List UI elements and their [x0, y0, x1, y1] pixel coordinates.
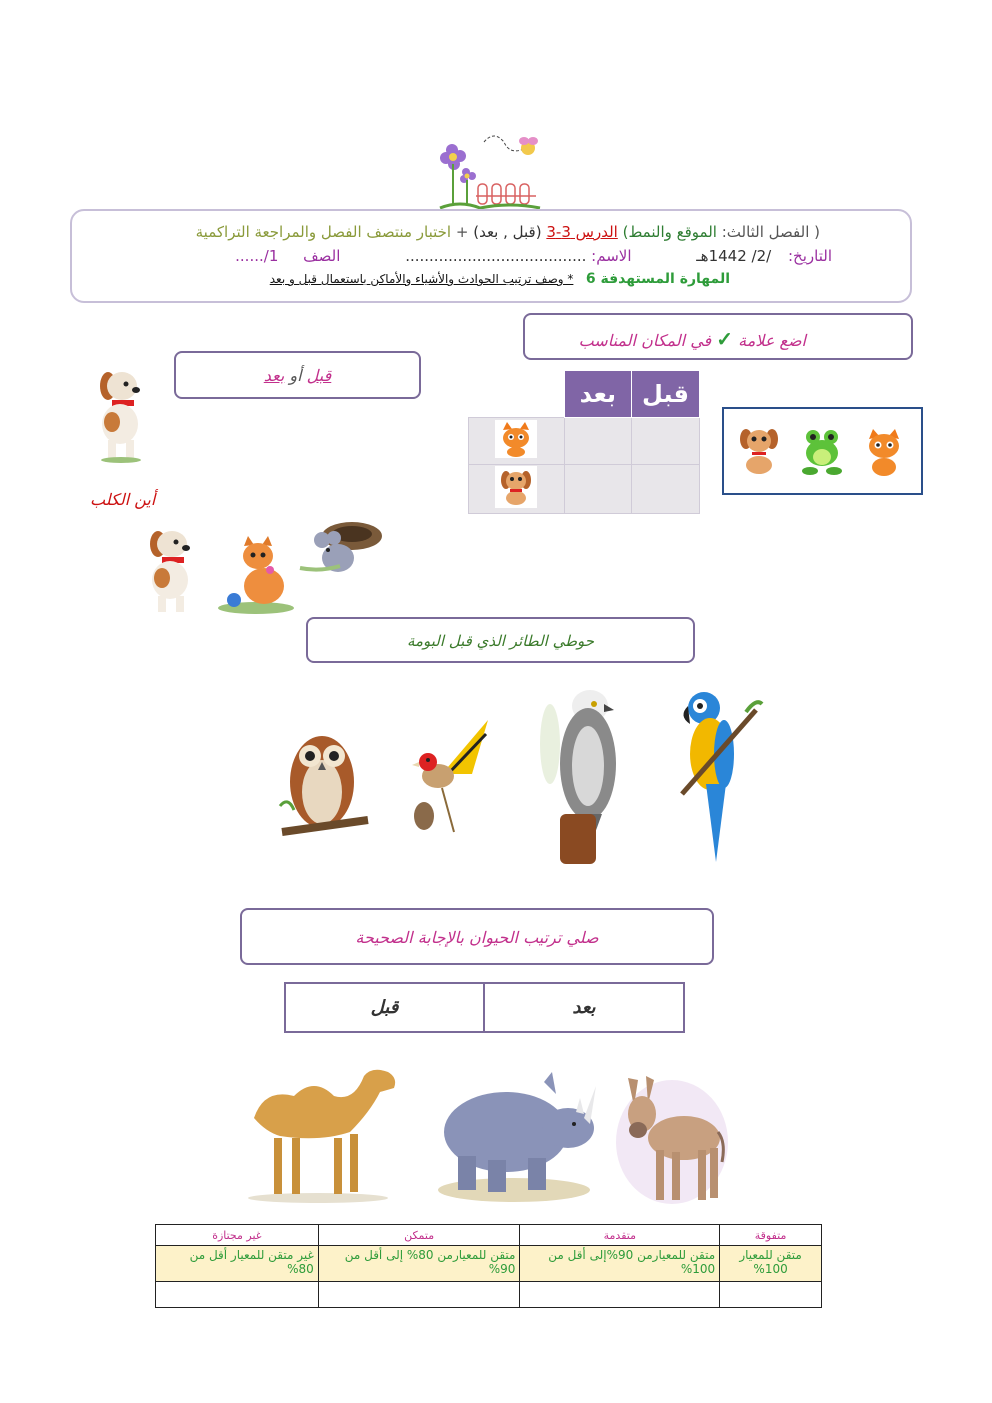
class-value[interactable]: 1/......	[235, 247, 279, 265]
rubric-criterion-not-passed: غير متقن للمعيار أقل من 80%	[156, 1246, 319, 1282]
row-cat	[469, 418, 565, 465]
tick-instruction-b: في المكان المناسب	[578, 331, 712, 350]
rubric-header-proficient: متمكن	[318, 1225, 520, 1246]
goldfinch-picture	[402, 714, 494, 846]
rubric-header-excellent: متفوقة	[720, 1225, 822, 1246]
rubric-table	[155, 1224, 822, 1308]
rubric-score-excellent[interactable]	[720, 1282, 822, 1308]
row-dog	[469, 465, 565, 514]
frog-picture	[800, 427, 844, 479]
sequence-box	[722, 407, 923, 495]
plus-sign: +	[455, 223, 469, 241]
name-field[interactable]: ......................................	[405, 247, 587, 265]
cell-dog-before[interactable]	[632, 465, 700, 514]
skill-line	[270, 271, 730, 287]
tick-instruction-box	[523, 313, 913, 360]
cat-picture	[861, 427, 907, 479]
dog-sequence-picture	[136, 526, 206, 618]
animals-instruction: صلي ترتيب الحيوان بالإجابة الصحيحة	[355, 928, 599, 947]
dog-picture	[736, 425, 782, 477]
check-icon: ✓	[716, 327, 734, 351]
rubric-score-advanced[interactable]	[520, 1282, 720, 1308]
cell-dog-after[interactable]	[564, 465, 631, 514]
lesson-topic: (قبل , بعد)	[473, 223, 542, 241]
tick-instruction-a: اضع علامة	[738, 331, 806, 350]
dog-standing-picture	[86, 366, 156, 464]
skill-label: المهارة المستهدفة 6	[585, 271, 730, 287]
before-or-after-title	[176, 366, 419, 385]
donkey-picture	[612, 1072, 730, 1210]
cat-icon	[495, 420, 537, 458]
dog-icon	[495, 466, 537, 508]
class-label: الصف	[303, 247, 341, 265]
owl-picture	[272, 712, 372, 860]
birds-instruction-box	[306, 617, 695, 663]
tick-table	[468, 370, 700, 514]
chapter-prefix: ( الفصل الثالث:	[716, 223, 820, 241]
flowers-fence-logo	[436, 132, 546, 212]
tick-instruction	[579, 327, 806, 351]
date-value: /2/ 1442هـ	[696, 247, 772, 265]
col-before-header: قبل	[632, 371, 700, 418]
rhino-picture	[428, 1066, 600, 1206]
title-after: بعد	[263, 366, 285, 385]
rubric-score-not-passed[interactable]	[156, 1282, 319, 1308]
chapter-line	[196, 223, 820, 241]
rubric-score-proficient[interactable]	[318, 1282, 520, 1308]
date-line	[235, 247, 832, 265]
parrot-picture	[672, 684, 764, 866]
camel-picture	[234, 1068, 410, 1204]
animals-col-after[interactable]: بعد	[572, 997, 596, 1018]
date-label: التاريخ:	[788, 247, 832, 265]
mouse-sequence-picture	[292, 520, 388, 582]
rubric-header-not-passed: غير مجتازة	[156, 1225, 319, 1246]
lesson-label: الدرس 3-3	[546, 223, 618, 241]
rubric-criterion-proficient: متقن للمعيارمن 80% إلى أقل من 90%	[318, 1246, 520, 1282]
title-before: قبل	[306, 366, 332, 385]
header-box	[70, 209, 912, 303]
rubric-criterion-excellent: متقن للمعيار 100%	[720, 1246, 822, 1282]
col-after-header: بعد	[564, 371, 631, 418]
chapter-name: الموقع والنمط)	[622, 223, 717, 241]
rubric-header-advanced: متقدمة	[520, 1225, 720, 1246]
hawk-picture	[530, 684, 644, 866]
review-title: اختبار منتصف الفصل والمراجعة التراكمية	[195, 223, 452, 241]
kitten-sequence-picture	[214, 536, 296, 614]
birds-instruction: حوطي الطائر الذي قبل البومة	[406, 632, 595, 650]
cell-cat-after[interactable]	[564, 418, 631, 465]
animals-col-before[interactable]: قبل	[286, 984, 485, 1031]
where-is-dog-question: أين الكلب	[90, 490, 156, 509]
after-before-table	[284, 982, 685, 1033]
cell-cat-before[interactable]	[632, 418, 700, 465]
name-label: الاسم:	[591, 247, 632, 265]
animals-instruction-box	[240, 908, 714, 965]
title-or: أو	[289, 366, 302, 385]
tick-table-corner	[469, 371, 565, 418]
skill-text: * وصف ترتيب الحوادث والأشياء والأماكن باستعمال قبل و بعد	[269, 272, 574, 286]
rubric-criterion-advanced: متقن للمعيارمن 90%إلى أقل من 100%	[520, 1246, 720, 1282]
before-or-after-box	[174, 351, 421, 399]
